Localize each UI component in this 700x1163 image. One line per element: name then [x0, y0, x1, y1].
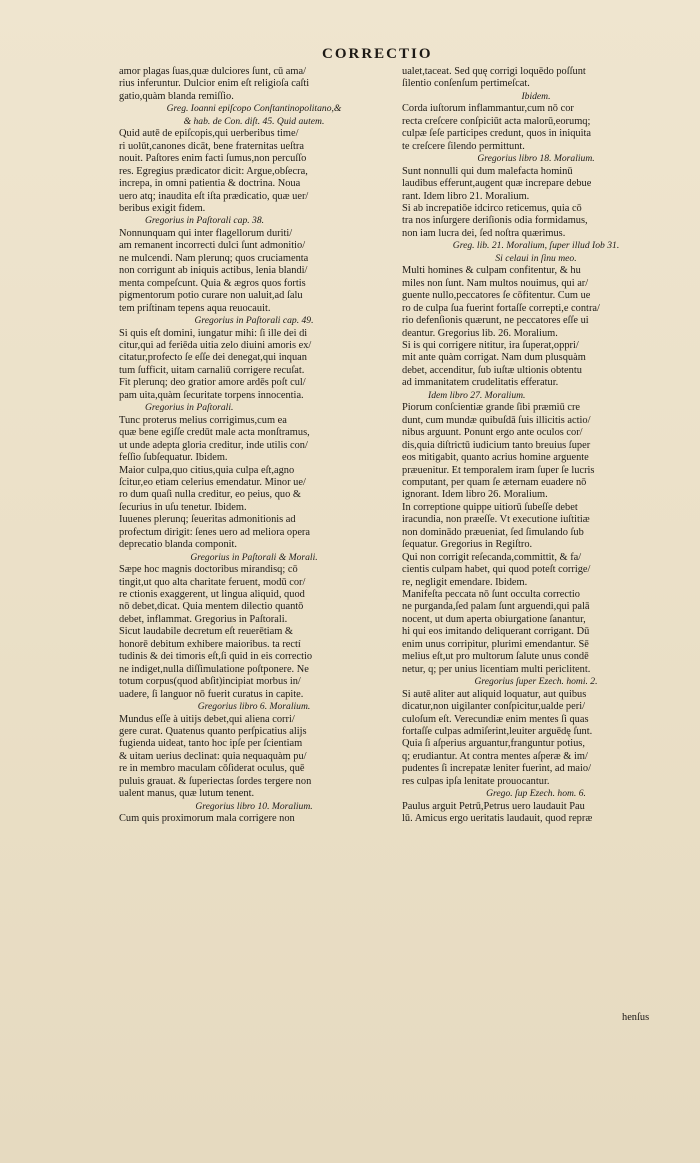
source-rubric: Gregorius in Paſtorali cap. 49.: [194, 315, 314, 327]
text-line: nouit. Paſtores enim facti ſumus,non percuſſo: [119, 153, 307, 165]
source-rubric: Gregorius libro 18. Moralium.: [477, 153, 595, 165]
text-line: In correptione quippe uitiorū ſubeſſe debet: [402, 501, 578, 513]
text-line: dicatur,non uigilanter conſpicitur,ualde peri/: [402, 701, 585, 713]
text-line: non corrigunt ab iniquis actibus, lenia blandi/: [119, 265, 308, 277]
source-rubric: Greg. lib. 21. Moralium, ſuper illud Iob 31.: [452, 240, 620, 252]
text-line: fugienda uideat, tanto hoc ipſe per ſcientiam: [119, 738, 303, 750]
text-line: Qui non corrigit reſecanda,committit, & fa/: [402, 551, 582, 563]
text-line: dis,quia diſtrictū iudicium tanto breuius ſuper: [402, 439, 591, 451]
text-line: Tunc proterus melius corrigimus,cum ea: [119, 414, 287, 426]
text-line: præuenitur. Et temporalem iram ſuper ſe lucris: [402, 464, 595, 476]
source-rubric: Gregorius in Paſtorali.: [145, 402, 234, 414]
text-line: deprecatio blanda componit.: [119, 539, 238, 551]
catchword: henſus: [622, 1012, 650, 1023]
text-line: uadere, ſi languor nō fuerit curatus in capite.: [119, 688, 304, 700]
text-line: pam uita,quàm ſecuritate torpens innocentia.: [119, 389, 304, 401]
text-line: pudentes ſi increpatæ leniter fuerint, ad maio/: [402, 763, 591, 775]
text-line: ne purganda,ſed palam ſunt arguendi,qui palā: [402, 601, 590, 613]
text-line: ualet,taceat. Sed quę corrigi loquēdo poſſunt: [402, 66, 586, 77]
text-line: amor plagas ſuas,quæ dulciores ſunt, cū ama/: [119, 66, 306, 77]
text-line: tum ſufficit, uitam carnaliū corrigere recuſat.: [119, 364, 305, 376]
text-line: res culpas ipſa lenitate prouocantur.: [402, 775, 550, 787]
text-line: re in membro maculam cōſiderat oculus, quē: [119, 763, 305, 775]
text-line: Si quis eſt domini, iungatur mihi: ſi ille dei di: [119, 327, 308, 339]
text-line: Si ab increpatiōe idcirco reticemus, quia cō: [402, 202, 582, 214]
text-line: ſecurius in uſu tenetur. Ibidem.: [119, 501, 247, 513]
text-line: gere curat. Quatenus quanto perſpicatius alijs: [119, 726, 307, 738]
text-line: melius eſt,ut pro multorum ſalute unus condē: [402, 651, 589, 663]
text-line: res. Egregius prædicator dicit: Argue,obſecra,: [119, 165, 308, 177]
text-line: enim unus corripitur, plurimi emendantur. Sē: [402, 638, 589, 650]
text-line: ut unde adepta gloria creditur, inde utilis con/: [119, 439, 308, 451]
text-line: cientis culpam habet, qui quod poteſt corrige/: [402, 564, 591, 576]
running-head: CORRECTIO: [322, 46, 433, 62]
text-line: rant. Idem libro 21. Moralium.: [402, 190, 530, 202]
text-line: Piorum conſcientiæ grande ſibi præmiū cre: [402, 402, 581, 414]
text-line: ro de culpa ſua fuerint fortaſſe correpti,e contra/: [402, 302, 600, 314]
text-line: recta creſcere conſpiciūt acta malorū,eorumq;: [402, 115, 591, 127]
text-line: re, negligit emendare. Ibidem.: [402, 576, 528, 588]
text-line: nō debet,dicat. Quia mentem dilectio quantō: [119, 601, 304, 613]
text-line: computant, per quam ſe æternam euadere nō: [402, 476, 587, 488]
text-line: laudibus efferunt,augent quæ increpare debue: [402, 178, 592, 190]
left-text-column: [119, 66, 389, 826]
text-line: tem priſtinam tepens aqua reuocauit.: [119, 302, 271, 314]
text-line: non iam lucra dei, ſed noſtra quærimus.: [402, 227, 566, 239]
text-line: rius inferuntur. Dulcior enim eſt religioſa caſti: [119, 78, 310, 90]
text-line: Sicut laudabile decretum eſt reuerētiam &: [119, 626, 293, 638]
text-line: dunt, cum mundæ quibuſdā ſuis illicitis actio/: [402, 414, 591, 426]
text-line: debet, inflammat. Gregorius in Paſtorali.: [119, 613, 288, 625]
text-line: te creſcere ſilendo permittunt.: [402, 140, 525, 152]
text-line: & uitam uerius declinat: quia nequaquàm pu/: [119, 750, 307, 762]
source-rubric: Greg. Ioanni epiſcopo Conſtantinopolitano,&: [166, 103, 342, 115]
text-line: gatio,quàm blanda remiſſio.: [119, 90, 234, 102]
text-line: Mundus eſſe à uitijs debet,qui aliena corri/: [119, 713, 295, 725]
source-rubric: Ibidem.: [521, 90, 551, 102]
text-line: culoſum eſt. Verecundiæ enim mentes ſi quas: [402, 713, 589, 725]
text-line: non dominādo præueniat, ſed ſimulando ſub: [402, 526, 584, 538]
text-line: Manifeſta peccata nō ſunt occulta correctio: [402, 589, 580, 601]
source-rubric: Grego. ſup Ezech. hom. 6.: [486, 788, 586, 800]
text-line: ro dum quaſi nulla creditur, eo peius, quo &: [119, 489, 301, 501]
source-rubric: & hab. de Con. diſt. 45. Quid autem.: [183, 115, 325, 127]
text-line: Sæpe hoc magnis doctoribus mirandisq; cō: [119, 564, 298, 576]
text-line: eos mitigabit, quanto acrius homine arguente: [402, 452, 589, 464]
source-rubric: Gregorius libro 6. Moralium.: [197, 701, 311, 713]
source-rubric: Si celaui in ſinu meo.: [495, 252, 577, 264]
text-line: tra nos inſurgere deriſionis odia formidamus,: [402, 215, 588, 227]
text-line: nibus arguunt. Ponunt ergo ante oculos cor/: [402, 427, 583, 439]
text-line: pigmentorum potio curare non ualuit,ad ſalu: [119, 290, 303, 302]
text-line: netur, q; per unius licentiam multi periclitent.: [402, 663, 591, 675]
text-line: totum corpus(quod abſit)incipiat morbus in/: [119, 676, 301, 688]
text-line: ad immanitatem crudelitatis efferatur.: [402, 377, 559, 389]
text-line: ſilentio conſenſum pertimeſcat.: [402, 78, 530, 90]
text-line: Fit plerunq; deo gratior amore ardēs poſt cul/: [119, 377, 306, 389]
text-line: profectum dirigit: ſenes uero ad meliora opera: [119, 526, 310, 538]
text-line: beribus exigit fidem.: [119, 202, 206, 214]
text-line: deantur. Gregorius lib. 26. Moralium.: [402, 327, 558, 339]
text-line: nocent, ut dum aperta obiurgatione ſanantur,: [402, 613, 586, 625]
text-line: honorē debitum exhibere maioribus. ta rectí: [119, 638, 301, 650]
text-line: Sunt nonnulli qui dum malefacta hominū: [402, 165, 573, 177]
text-line: tudinis & dei timoris eſt,ſi quid in eis correctio: [119, 651, 313, 663]
text-line: menta compeſcunt. Quia & ægros quos fortis: [119, 277, 306, 289]
text-line: tingit,ut quo alta charitate feruent, modū cor/: [119, 576, 306, 588]
text-line: ignorant. Idem libro 26. Moralium.: [402, 489, 548, 501]
text-line: re ctionis exaggerent, ut lingua aliquid, quod: [119, 589, 305, 601]
source-rubric: Idem libro 27. Moralium.: [428, 389, 526, 401]
text-line: Si autē aliter aut aliquid loquatur, aut quibus: [402, 688, 587, 700]
source-rubric: Gregorius in Paſtorali & Morali.: [190, 551, 318, 563]
text-line: Iuuenes plerunq; ſeueritas admonitionis ad: [119, 514, 296, 526]
text-line: Quia ſi aſperius arguantur,franguntur potius,: [402, 738, 585, 750]
text-line: Nonnunquam qui inter flagellorum duriti/: [119, 227, 293, 239]
text-line: increpa, in omni patientia & doctrina. Noua: [119, 178, 301, 190]
text-line: culpæ ſeſe participes credunt, quos in iniquita: [402, 128, 592, 140]
text-line: lū. Amicus ergo ueritatis laudauit, quod repræ: [402, 813, 593, 825]
text-line: fortaſſe culpas admiſerint,leuiter arguēdę ſunt.: [402, 726, 593, 738]
source-rubric: Gregorius ſuper Ezech. homi. 2.: [474, 676, 598, 688]
source-rubric: Gregorius libro 10. Moralium.: [195, 800, 313, 812]
text-line: q; erudiantur. At contra mentes aſperæ & im/: [402, 750, 588, 762]
text-line: uero atq; inaudita eſt iſta prædicatio, quæ uer/: [119, 190, 309, 202]
text-line: ne mulcendi. Nam plerunq; quos cruciamenta: [119, 252, 309, 264]
text-line: ſcitur,eo etiam celerius emendatur. Minor ue/: [119, 476, 306, 488]
text-line: mit ante quàm corrigat. Nam dum plusquàm: [402, 352, 586, 364]
source-rubric: Gregorius in Paſtorali cap. 38.: [145, 215, 265, 227]
text-line: am remanent incorrecti dulci ſunt admonitio/: [119, 240, 306, 252]
text-line: quæ bene egiſſe credūt male acta monſtramus,: [119, 427, 310, 439]
text-line: ri uolūt,canones dicāt, bene fraternitas ueſtra: [119, 140, 304, 152]
text-line: debet, accenditur, ſub iuſtæ ultionis obtentu: [402, 364, 582, 376]
text-line: Maior culpa,quo citius,quia culpa eſt,agno: [119, 464, 295, 476]
text-line: Corda iuſtorum inflammantur,cum nō cor: [402, 103, 574, 115]
text-line: feſſio ſubſequatur. Ibidem.: [119, 452, 228, 464]
text-line: Cum quis proximorum mala corrigere non: [119, 813, 295, 825]
text-line: iracundia, non præeſſe. Vt executione iuſtitiæ: [402, 514, 590, 526]
text-line: ſequatur. Gregorius in Regiſtro.: [402, 539, 533, 551]
text-line: puluis grauat. & ſuperiectas ſordes tergere non: [119, 775, 312, 787]
text-line: Si is qui corrigere nititur, ira ſuperat,oppri/: [402, 339, 579, 351]
text-line: rio defenſionis quærunt, ne peccatores eſſe ui: [402, 315, 589, 327]
text-line: citatur,profecto ſe eſſe dei denegat,qui inquan: [119, 352, 307, 364]
text-line: ualent manus, quæ lutum tenent.: [119, 788, 255, 800]
text-line: guente nullo,peccatores ſe cōfitentur. Cum ue: [402, 290, 591, 302]
text-line: hi qui eos imitando deliquerant corrigant. Dū: [402, 626, 590, 638]
text-line: Multi homines & culpam confitentur, & hu: [402, 265, 581, 277]
text-line: Quid autē de epiſcopis,qui uerberibus time/: [119, 128, 299, 140]
text-line: miles non ſunt. Nam multos nouimus, qui ar/: [402, 277, 589, 289]
right-text-column: [402, 66, 670, 826]
text-line: citur,qui ad feriēda uitia zelo diuini amoris ex/: [119, 339, 312, 351]
text-line: ne indiget,nulla diſſimulatione poſtponere. Ne: [119, 663, 309, 675]
text-line: Paulus arguit Petrū,Petrus uero laudauit Pau: [402, 800, 585, 812]
